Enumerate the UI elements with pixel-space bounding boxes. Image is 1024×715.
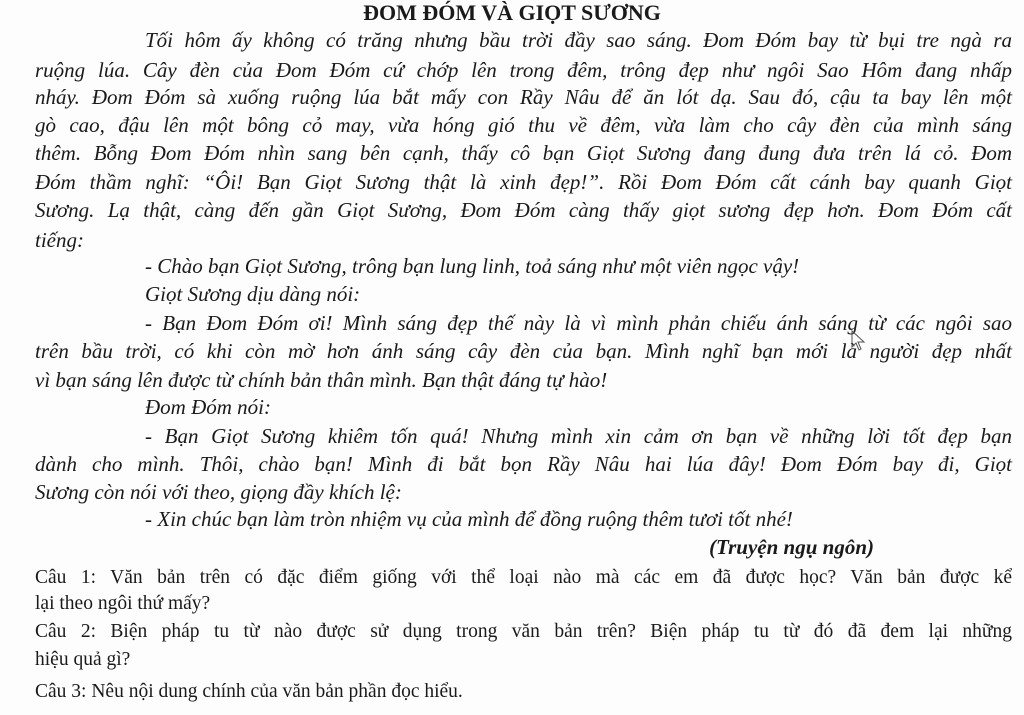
story-line: gò cao, đậu lên một bông cỏ may, vừa hóng gió thu về đêm, vừa làm cho cây đèn của mình sáng xyxy=(35,113,1012,137)
story-line: dành cho mình. Thôi, chào bạn! Mình đi bắt bọn Rầy Nâu hai lúa đây! Đom Đóm bay đi, Giọt xyxy=(35,452,1012,476)
story-line: trên bầu trời, có khi còn mờ hơn ánh sáng cây đèn của bạn. Mình nghĩ bạn mới là người đẹp nhất xyxy=(35,339,1012,363)
story-title: ĐOM ĐÓM VÀ GIỌT SƯƠNG xyxy=(363,0,661,25)
story-line: tiếng: xyxy=(35,228,84,252)
story-line: - Bạn Giọt Sương khiêm tốn quá! Nhưng mình xin cảm ơn bạn về những lời tốt đẹp bạn xyxy=(145,424,1012,448)
story-line: Sương còn nói với theo, giọng đầy khích lệ: xyxy=(35,480,402,504)
mouse-cursor-icon xyxy=(851,330,867,352)
story-line: ruộng lúa. Cây đèn của Đom Đóm cứ chớp lên trong đêm, trông đẹp như ngôi Sao Hôm đang nhấp xyxy=(35,58,1012,82)
question-line: hiệu quả gì? xyxy=(35,649,131,670)
story-line: - Bạn Đom Đóm ơi! Mình sáng đẹp thế này là vì mình phản chiếu ánh sáng từ các ngôi sao xyxy=(145,311,1012,335)
question-line: lại theo ngôi thứ mấy? xyxy=(35,593,211,614)
story-line: Tối hôm ấy không có trăng nhưng bầu trời đầy sao sáng. Đom Đóm bay từ bụi tre ngà ra xyxy=(145,28,1012,52)
story-line: Sương. Lạ thật, càng đến gần Giọt Sương, Đom Đóm càng thấy giọt sương đẹp hơn. Đom Đóm cất xyxy=(35,198,1012,222)
story-line: thêm. Bỗng Đom Đóm nhìn sang bên cạnh, thấy cô bạn Giọt Sương đang đung đưa trên lá cỏ. Đom xyxy=(35,141,1012,165)
story-line: - Xin chúc bạn làm tròn nhiệm vụ của mình để đồng ruộng thêm tươi tốt nhé! xyxy=(145,507,793,531)
story-line: Đóm thầm nghĩ: “Ôi! Bạn Giọt Sương thật là xinh đẹp!”. Rồi Đom Đóm cất cánh bay quanh Giọt xyxy=(35,170,1012,194)
story-line: nháy. Đom Đóm sà xuống ruộng lúa bắt mấy con Rầy Nâu để ăn lót dạ. Sau đó, cậu ta bay lên một xyxy=(35,85,1012,109)
story-line: Đom Đóm nói: xyxy=(145,395,271,419)
question-line: Câu 2: Biện pháp tu từ nào được sử dụng trong văn bản trên? Biện pháp tu từ đó đã đem lại những xyxy=(35,621,1012,642)
question-line: Câu 1: Văn bản trên có đặc điểm giống với thể loại nào mà các em đã được học? Văn bản được kể xyxy=(35,567,1012,588)
story-line: vì bạn sáng lên được từ chính bản thân mình. Bạn thật đáng tự hào! xyxy=(35,368,608,392)
question-line: Câu 3: Nêu nội dung chính của văn bản phần đọc hiểu. xyxy=(35,681,463,702)
story-line: - Chào bạn Giọt Sương, trông bạn lung linh, toả sáng như một viên ngọc vậy! xyxy=(145,254,800,278)
story-source: (Truyện ngụ ngôn) xyxy=(709,535,874,559)
story-line: Giọt Sương dịu dàng nói: xyxy=(145,282,361,306)
